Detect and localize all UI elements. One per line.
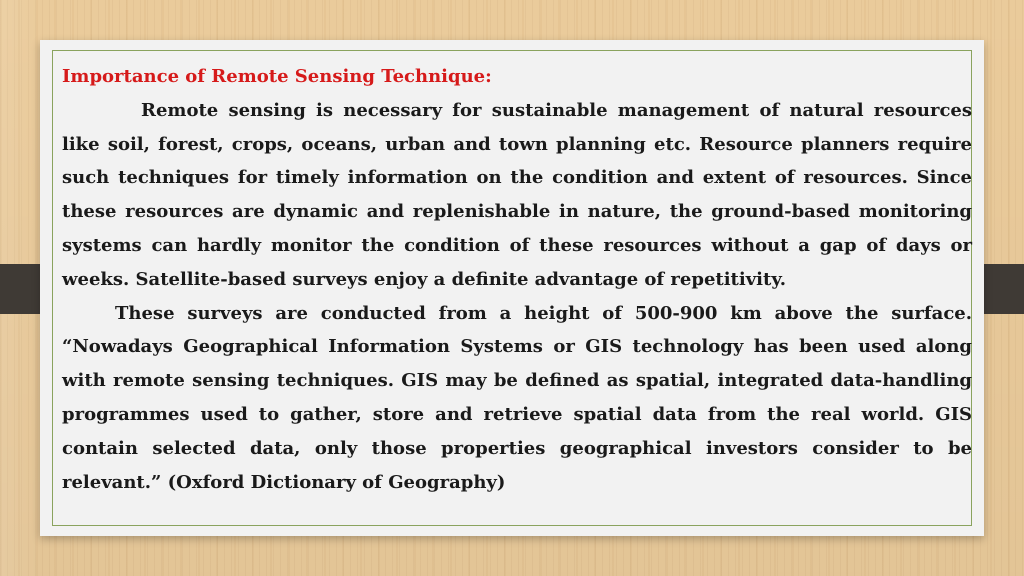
slide-card xyxy=(40,40,984,536)
paragraph-gis: These surveys are conducted from a height of 500-900 km above the surface. “Nowadays Geographical Information Systems or GIS technology has been used along with remote sensing techniques. GIS may be defined as spatial, integrated data-handling programmes used to gather, store and retrieve spatial data from the real world. GIS contain selected data, only those properties geographical investors consider to be relevant.” (Oxford Dictionary of Geography) xyxy=(62,302,972,493)
slide-content xyxy=(62,60,972,499)
slide-heading: Importance of Remote Sensing Technique: xyxy=(62,66,492,87)
paragraph-remote-sensing: Remote sensing is necessary for sustainable management of natural resources like soil, forest, crops, oceans, urban and town planning etc. Resource planners require such techniques for timely information on the condition and extent of resources. Since these resources are dynamic and replenishable in nature, the ground-based monitoring systems can hardly monitor the condition of these resources without a gap of days or weeks. Satellite-based surveys enjoy a definite advantage of repetitivity. xyxy=(62,99,972,290)
